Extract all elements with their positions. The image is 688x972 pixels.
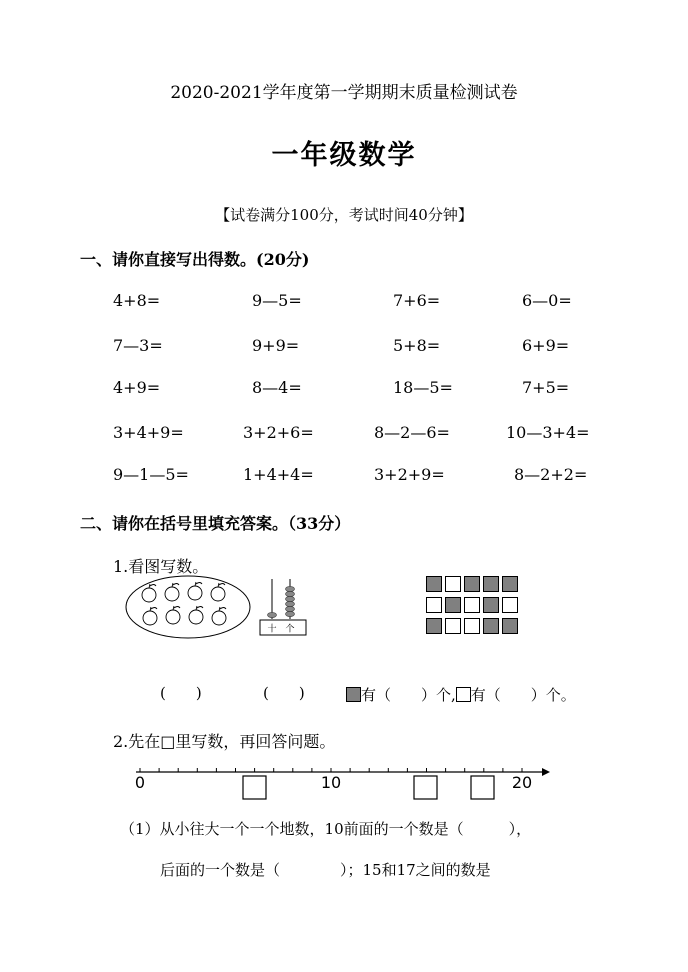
empty-square	[426, 597, 442, 613]
section1-heading: 一、请你直接写出得数。(20分)	[80, 250, 310, 269]
empty-square	[464, 597, 480, 613]
numberline-answer-box[interactable]	[471, 776, 494, 799]
filled-square	[464, 576, 480, 592]
problem: 9—5=	[252, 291, 302, 310]
empty-square	[445, 576, 461, 592]
numberline-label-10: 10	[320, 773, 342, 792]
problem: 8—2—6=	[374, 423, 450, 442]
problem: 18—5=	[393, 378, 453, 397]
filled-square	[445, 597, 461, 613]
empty-square-icon	[456, 687, 471, 702]
problem: 7+6=	[393, 291, 441, 310]
apple-icon	[165, 583, 179, 601]
problem: 7+5=	[522, 378, 570, 397]
problem: 8—2+2=	[514, 465, 588, 484]
problem: 6+9=	[522, 336, 570, 355]
apple-icon	[188, 582, 202, 600]
apple-icon	[166, 606, 180, 624]
q1-label: 1.看图写数。	[113, 557, 209, 576]
numberline-label-20: 20	[511, 773, 533, 792]
exam-note: 【试卷满分100分，考试时间40分钟】	[215, 206, 473, 224]
numberline-answer-box[interactable]	[243, 776, 266, 799]
square-grid	[426, 576, 526, 636]
problem: 8—4=	[252, 378, 302, 397]
problem: 7—3=	[113, 336, 163, 355]
filled-count-text: 有（ ）个,	[361, 686, 456, 704]
apple-group-illustration	[124, 574, 252, 640]
subject-title: 一年级数学	[271, 140, 417, 171]
empty-square	[445, 618, 461, 634]
apple-icon	[143, 607, 157, 625]
abacus-illustration	[258, 575, 308, 637]
empty-square	[502, 597, 518, 613]
blank-abacus: ( )	[263, 684, 305, 702]
problem: 5+8=	[393, 336, 441, 355]
q2-sub1-line1: （1）从小往大一个一个地数，10前面的一个数是（ ），	[120, 820, 532, 838]
filled-square	[483, 576, 499, 592]
problem: 3+4+9=	[113, 423, 184, 442]
filled-square	[483, 618, 499, 634]
apple-icon	[212, 607, 226, 625]
numberline-answer-box[interactable]	[414, 776, 437, 799]
problem: 3+2+6=	[243, 423, 314, 442]
problem: 4+8=	[113, 291, 161, 310]
problem: 10—3+4=	[506, 423, 590, 442]
filled-square	[426, 576, 442, 592]
filled-square-icon	[346, 687, 361, 702]
abacus-ones-label: 个	[285, 624, 295, 635]
q2-label: 2.先在□里写数，再回答问题。	[113, 732, 336, 751]
apple-icon	[142, 584, 156, 602]
filled-square	[483, 597, 499, 613]
empty-square	[464, 618, 480, 634]
apple-icon	[211, 583, 225, 601]
problem: 9+9=	[252, 336, 300, 355]
number-line	[124, 760, 554, 804]
q2-sub1-line2: 后面的一个数是（ ）；15和17之间的数是	[160, 861, 491, 879]
exam-title: 2020-2021学年度第一学期期末质量检测试卷	[170, 83, 518, 103]
empty-count-text: 有（ ）个。	[470, 686, 576, 704]
apple-icon	[189, 606, 203, 624]
problem: 4+9=	[113, 378, 161, 397]
numberline-label-0: 0	[134, 773, 146, 792]
filled-square	[426, 618, 442, 634]
section2-heading: 二、请你在括号里填充答案。（33分）	[80, 514, 351, 533]
problem: 9—1—5=	[113, 465, 189, 484]
problem: 6—0=	[522, 291, 572, 310]
filled-square	[502, 576, 518, 592]
blank-apples: ( )	[160, 684, 202, 702]
problem: 3+2+9=	[374, 465, 445, 484]
problem: 1+4+4=	[243, 465, 314, 484]
filled-square-question	[346, 684, 576, 705]
filled-square	[502, 618, 518, 634]
abacus-tens-label: 十	[267, 624, 277, 635]
